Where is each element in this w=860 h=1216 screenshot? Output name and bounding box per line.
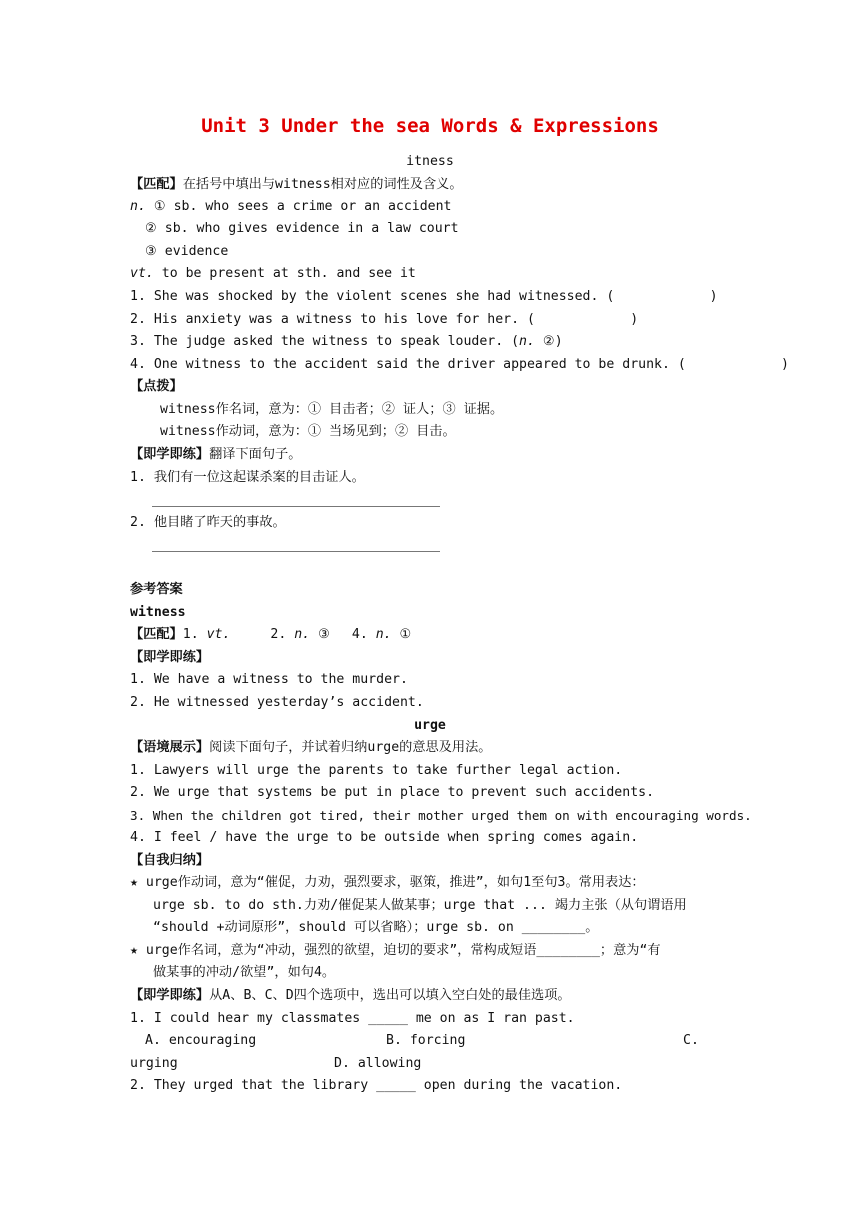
answer-match — [130, 625, 411, 645]
translate-2: 2. 他目睹了昨天的事故。 — [130, 515, 286, 530]
option-b[interactable]: B. forcing — [386, 1033, 466, 1048]
practice-instruction — [130, 445, 301, 465]
answer-line-2[interactable] — [152, 551, 440, 552]
context-instruction — [130, 738, 491, 758]
ans-2-num: 2. — [270, 627, 295, 642]
match-tag: 【匹配】 — [130, 177, 183, 192]
translate-1: 1. 我们有一位这起谋杀案的目击证人。 — [130, 470, 365, 485]
practice2-instruction — [130, 986, 571, 1006]
ans-2-num-mark: ③ — [310, 627, 330, 642]
answer-translate-2: 2. He witnessed yesterday’s accident. — [130, 695, 424, 710]
noun-def-3: ③ evidence — [145, 244, 229, 259]
match-instruction — [130, 175, 463, 195]
definition-1: ① sb. who sees a crime or an accident — [153, 199, 452, 214]
option-a[interactable]: A. encouraging — [145, 1033, 257, 1048]
example-1: 1. She was shocked by the violent scenes she had witnessed. ( ) — [130, 289, 718, 304]
practice-text: 翻译下面句子。 — [209, 447, 302, 462]
summary-1-line-1 — [130, 873, 645, 893]
context-tag: 【语境展示】 — [130, 740, 210, 755]
practice-tag: 【即学即练】 — [130, 447, 210, 462]
pos-noun: n. — [130, 199, 146, 214]
urge-example-2: 2. We urge that systems be put in place to prevent such accidents. — [130, 785, 655, 800]
verb-def — [130, 264, 416, 284]
summary-1a: urge作动词，意为“催促，力劝，强烈要求，驱策，推进”，如句1至句3。常用表达： — [145, 875, 645, 890]
ans-1-num: 1. — [182, 627, 207, 642]
answer-translate-1: 1. We have a witness to the murder. — [130, 672, 408, 687]
urge-example-4: 4. I feel / have the urge to be outside when spring comes again. — [130, 830, 639, 845]
tip-tag: 【点拨】 — [130, 379, 183, 394]
page-title: Unit 3 Under the sea Words & Expressions — [201, 115, 659, 137]
question-2: 2. They urged that the library _____ open during the vacation. — [130, 1078, 623, 1093]
summary-tag: 【自我归纳】 — [130, 853, 210, 868]
star-icon: ★ — [130, 875, 138, 890]
ans-2-pos: n. — [294, 627, 311, 642]
answer-word: witness — [130, 605, 186, 620]
answer-practice-tag: 【即学即练】 — [130, 650, 210, 665]
summary-2a: urge作名词，意为“冲动，强烈的欲望，迫切的要求”，常构成短语________；意为“有 — [145, 943, 661, 958]
answer-key-heading: 参考答案 — [130, 582, 183, 597]
pos-verb: vt. — [130, 266, 154, 281]
summary-2-line-2: 做某事的冲动/欲望”，如句4。 — [153, 965, 336, 980]
option-d[interactable]: D. allowing — [334, 1056, 422, 1071]
match-text: 在括号中填出与witness相对应的词性及含义。 — [182, 177, 463, 192]
word-heading-urge: urge — [414, 718, 446, 733]
urge-example-1: 1. Lawyers will urge the parents to take further legal action. — [130, 763, 623, 778]
ans-1-pos: vt. — [206, 627, 231, 642]
example-3-pos: n. — [519, 334, 535, 349]
option-c-label[interactable]: C. — [683, 1033, 699, 1048]
noun-def-1 — [130, 197, 452, 217]
noun-def-2: ② sb. who gives evidence in a law court — [145, 221, 459, 236]
practice2-text: 从A、B、C、D四个选项中，选出可以填入空白处的最佳选项。 — [209, 988, 571, 1003]
verb-definition: to be present at sth. and see it — [161, 266, 416, 281]
ans-4-num-mark: ① — [391, 627, 412, 642]
practice2-tag: 【即学即练】 — [130, 988, 210, 1003]
example-4: 4. One witness to the accident said the driver appeared to be drunk. ( ) — [130, 357, 789, 372]
answer-line-1[interactable] — [152, 506, 440, 507]
summary-1-line-3: “should +动词原形”，should 可以省略）；urge sb. on ________。 — [153, 920, 599, 935]
tip-verb: witness作动词，意为：① 当场见到；② 目击。 — [160, 424, 456, 439]
example-2: 2. His anxiety was a witness to his love for her. ( ) — [130, 312, 639, 327]
answer-match-tag: 【匹配】 — [130, 627, 183, 642]
star-icon: ★ — [130, 943, 138, 958]
option-c-text[interactable]: urging — [130, 1056, 178, 1071]
context-text: 阅读下面句子，并试着归纳urge的意思及用法。 — [209, 740, 492, 755]
word-heading-witness: itness — [406, 154, 454, 169]
urge-example-3: 3. When the children got tired, their mother urged them on with encouraging words. — [130, 808, 752, 823]
tip-noun: witness作名词，意为：① 目击者；② 证人；③ 证据。 — [160, 402, 504, 417]
example-3 — [130, 332, 563, 352]
summary-1-line-2: urge sb. to do sth.力劝/催促某人做某事；urge that ... 竭力主张（从句谓语用 — [153, 898, 687, 913]
ans-4-num: 4. — [351, 627, 376, 642]
question-1: 1. I could hear my classmates _____ me on as I ran past. — [130, 1011, 575, 1026]
ans-4-pos: n. — [375, 627, 392, 642]
example-3-text: 3. The judge asked the witness to speak louder. ( — [130, 334, 520, 349]
summary-2-line-1 — [130, 941, 661, 961]
example-3-num: ②) — [534, 334, 563, 349]
